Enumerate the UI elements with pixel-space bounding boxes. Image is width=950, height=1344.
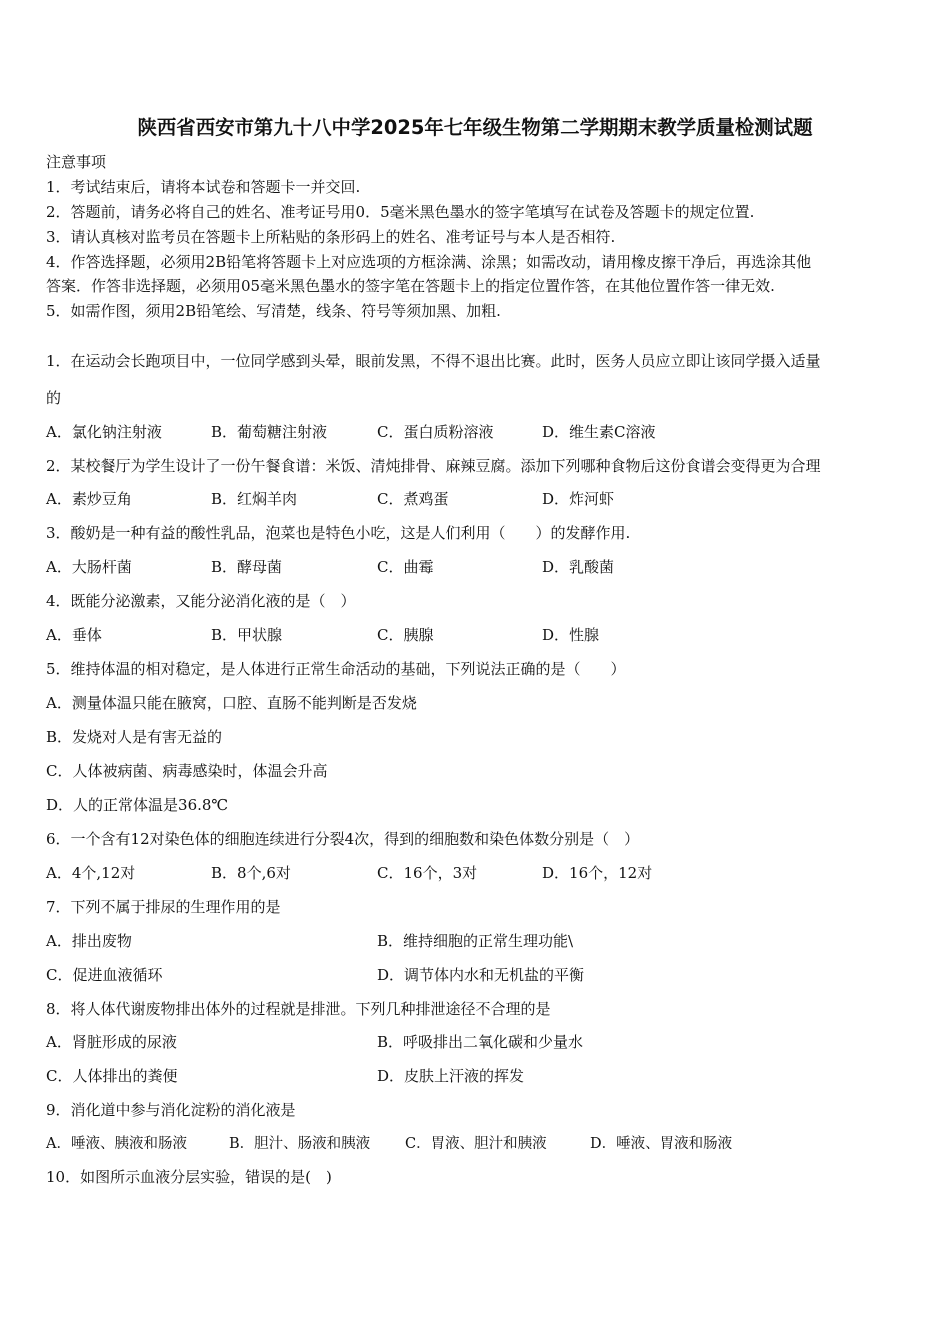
- option-b: B．酵母菌: [211, 558, 283, 576]
- option-d: D．炸河虾: [542, 490, 615, 508]
- question-stem: 8．将人体代谢废物排出体外的过程就是排泄。下列几种排泄途径不合理的是: [46, 1000, 551, 1018]
- option-b: B．葡萄糖注射液: [211, 423, 328, 441]
- question-stem: 2．某校餐厅为学生设计了一份午餐食谱：米饭、清炖排骨、麻辣豆腐。添加下列哪种食物后这份食谱会变得更为合理: [46, 457, 821, 475]
- option-b: B．红焖羊肉: [211, 490, 298, 508]
- option-b: B．呼吸排出二氧化碳和少量水: [377, 1033, 584, 1051]
- option-c: C．蛋白质粉溶液: [377, 423, 494, 441]
- option-b: B．8个,6对: [211, 864, 291, 882]
- option-a: A．氯化钠注射液: [46, 423, 162, 441]
- option-c: C．煮鸡蛋: [377, 490, 449, 508]
- notice-item: 1．考试结束后，请将本试卷和答题卡一并交回.: [46, 178, 361, 196]
- option-c: C．16个，3对: [377, 864, 478, 882]
- option-d: D．人的正常体温是36.8℃: [46, 796, 229, 814]
- question-stem: 7．下列不属于排尿的生理作用的是: [46, 898, 281, 916]
- option-a: A．唾液、胰液和肠液: [46, 1136, 187, 1152]
- notice-item: 4．作答选择题，必须用2B铅笔将答题卡上对应选项的方框涂满、涂黑；如需改动，请用橡皮擦干净后，再选涂其他: [46, 253, 812, 271]
- option-c: C．促进血液循环: [46, 966, 163, 984]
- option-d: D．唾液、胃液和肠液: [590, 1136, 733, 1152]
- option-b: B．维持细胞的正常生理功能\: [377, 932, 574, 950]
- question-stem: 6．一个含有12对染色体的细胞连续进行分裂4次，得到的细胞数和染色体数分别是（ ）: [46, 830, 640, 848]
- option-d: D．调节体内水和无机盐的平衡: [377, 966, 585, 984]
- exam-title: 陕西省西安市第九十八中学2025年七年级生物第二学期期末教学质量检测试题: [137, 116, 813, 139]
- notice-item: 2．答题前，请务必将自己的姓名、准考证号用0．5毫米黑色墨水的签字笔填写在试卷及答题卡的规定位置.: [46, 203, 755, 221]
- question-stem: 9．消化道中参与消化淀粉的消化液是: [46, 1101, 296, 1119]
- option-a: A．素炒豆角: [46, 490, 132, 508]
- option-d: D．皮肤上汗液的挥发: [377, 1067, 525, 1085]
- option-c: C．胰腺: [377, 626, 434, 644]
- option-d: D．乳酸菌: [542, 558, 615, 576]
- notice-item: 答案．作答非选择题，必须用05毫米黑色墨水的签字笔在答题卡上的指定位置作答，在其他位置作答一律无效.: [46, 277, 775, 295]
- option-a: A．大肠杆菌: [46, 558, 132, 576]
- option-c: C．胃液、胆汁和胰液: [405, 1136, 547, 1152]
- option-a: A．排出废物: [46, 932, 132, 950]
- question-stem: 5．维持体温的相对稳定，是人体进行正常生命活动的基础，下列说法正确的是（ ）: [46, 660, 626, 678]
- option-c: C．人体被病菌、病毒感染时，体温会升高: [46, 762, 328, 780]
- option-b: B．甲状腺: [211, 626, 283, 644]
- option-a: A．肾脏形成的尿液: [46, 1033, 177, 1051]
- option-a: A．4个,12对: [46, 864, 136, 882]
- option-b: B．胆汁、肠液和胰液: [229, 1136, 371, 1152]
- question-stem: 4．既能分泌激素，又能分泌消化液的是（ ）: [46, 592, 356, 610]
- question-stem: 的: [46, 389, 62, 407]
- option-d: D．16个，12对: [542, 864, 653, 882]
- option-d: D．性腺: [542, 626, 600, 644]
- question-stem: 10．如图所示血液分层实验，错误的是( ): [46, 1168, 332, 1186]
- option-a: A．垂体: [46, 626, 102, 644]
- option-b: B．发烧对人是有害无益的: [46, 728, 223, 746]
- option-d: D．维生素C溶液: [542, 423, 656, 441]
- option-a: A．测量体温只能在腋窝，口腔、直肠不能判断是否发烧: [46, 694, 417, 712]
- notice-item: 5．如需作图，须用2B铅笔绘、写清楚，线条、符号等须加黑、加粗.: [46, 302, 501, 320]
- notice-item: 3．请认真核对监考员在答题卡上所粘贴的条形码上的姓名、准考证号与本人是否相符.: [46, 228, 616, 246]
- option-c: C．曲霉: [377, 558, 434, 576]
- question-stem: 1．在运动会长跑项目中，一位同学感到头晕，眼前发黑，不得不退出比赛。此时，医务人员应立即让该同学摄入适量: [46, 352, 821, 370]
- option-c: C．人体排出的粪便: [46, 1067, 178, 1085]
- notice-heading: 注意事项: [46, 153, 107, 171]
- question-stem: 3．酸奶是一种有益的酸性乳品，泡菜也是特色小吃，这是人们利用（ ）的发酵作用.: [46, 524, 631, 542]
